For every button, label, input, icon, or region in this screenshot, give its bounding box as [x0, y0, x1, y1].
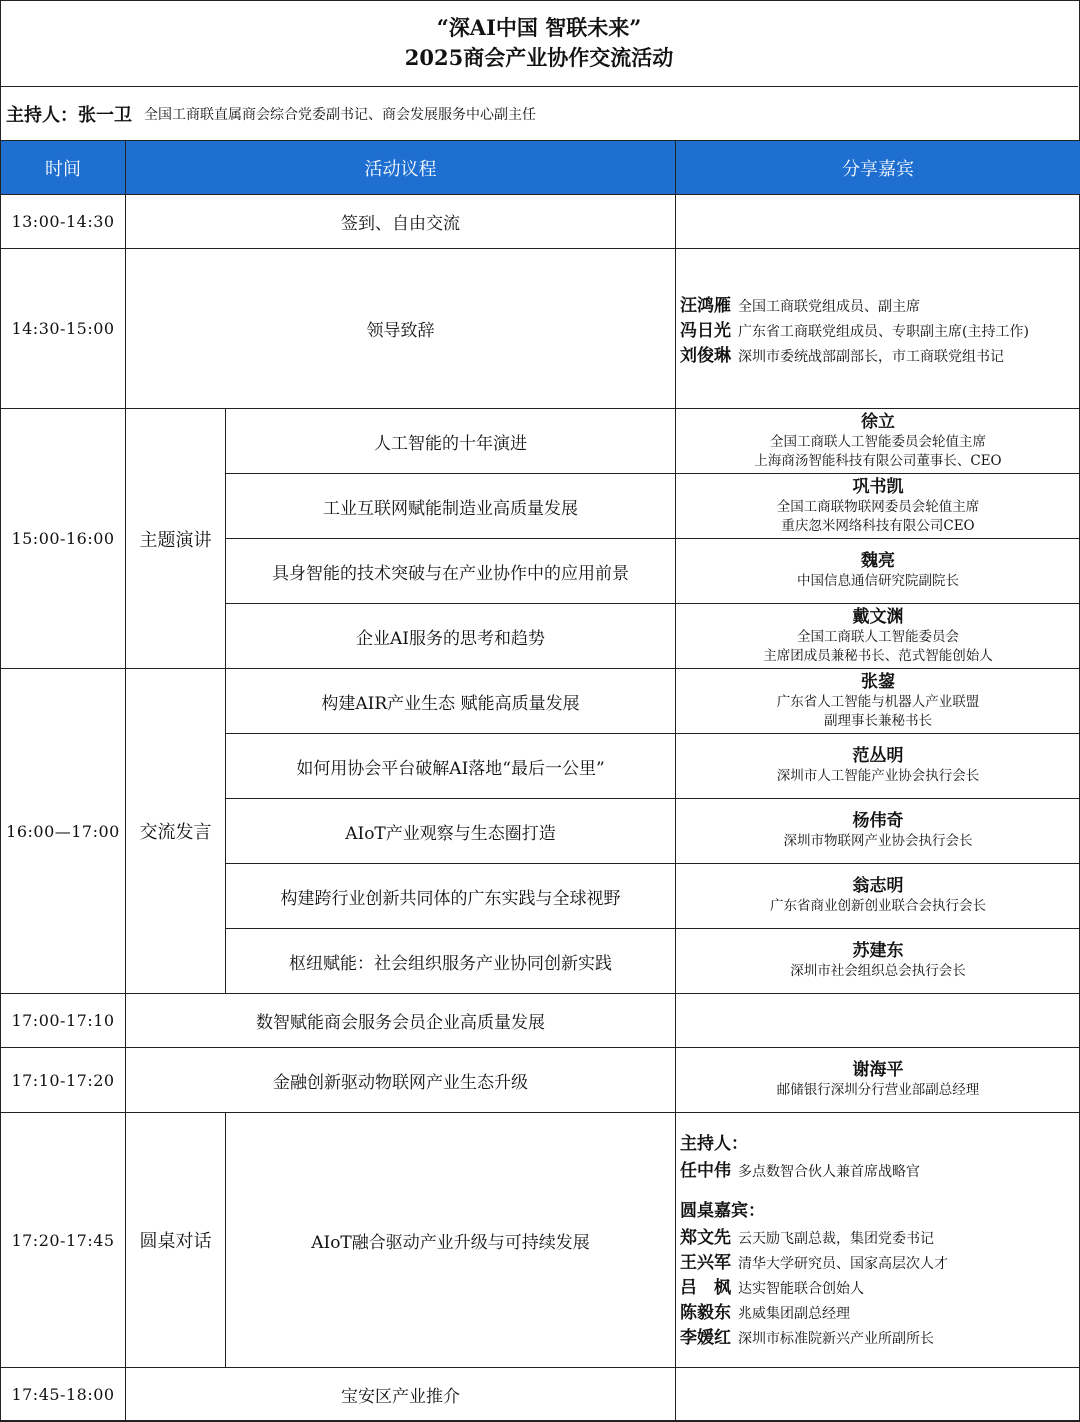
speaker-name: 徐立 [680, 412, 1076, 433]
time-cell: 17:20-17:45 [1, 1113, 126, 1368]
time-cell: 17:10-17:20 [1, 1048, 126, 1113]
category-cell: 主题演讲 [126, 409, 226, 669]
speaker-line [680, 341, 1076, 366]
time-cell: 16:00—17:00 [1, 669, 126, 994]
speaker-cell [676, 1048, 1080, 1113]
roundtable-guests-label: 圆桌嘉宾： [680, 1199, 1076, 1223]
time-cell: 15:00-16:00 [1, 409, 126, 669]
speaker-title: 邮储银行深圳分行营业部副总经理 [680, 1081, 1076, 1100]
time-cell: 13:00-14:30 [1, 195, 126, 249]
topic-cell: 枢纽赋能：社会组织服务产业协同创新实践 [226, 929, 676, 994]
time-cell: 14:30-15:00 [1, 249, 126, 409]
table-row [1, 1048, 1080, 1113]
speaker-title: 深圳市社会组织总会执行会长 [680, 962, 1076, 981]
speaker-name: 郑文先 [680, 1223, 738, 1248]
speaker-cell [676, 1368, 1080, 1422]
host-description: 全国工商联直属商会综合党委副书记、商会发展服务中心副主任 [144, 104, 536, 124]
category-cell: 圆桌对话 [126, 1113, 226, 1368]
host-label: 主持人： [6, 101, 78, 127]
header-speakers: 分享嘉宾 [676, 141, 1080, 195]
speaker-line [680, 291, 1076, 316]
speaker-line [680, 1298, 1076, 1323]
speaker-name: 翁志明 [680, 876, 1076, 897]
speaker-name: 巩书凯 [680, 477, 1076, 498]
speaker-title: 全国工商联人工智能委员会 [680, 628, 1076, 647]
table-row [1, 195, 1080, 249]
speaker-name: 张鋆 [680, 672, 1076, 693]
speaker-cell [676, 604, 1080, 669]
speaker-name: 谢海平 [680, 1060, 1076, 1081]
speaker-title: 多点数智合伙人兼首席战略官 [738, 1164, 920, 1180]
speaker-title: 云天励飞副总裁，集团党委书记 [738, 1231, 934, 1247]
speaker-title: 广东省工商联党组成员、专职副主席(主持工作) [738, 324, 1029, 340]
speaker-title: 重庆忽米网络科技有限公司CEO [680, 517, 1076, 536]
speaker-name: 吕 枫 [680, 1273, 738, 1298]
speaker-title: 主席团成员兼秘书长、范式智能创始人 [680, 647, 1076, 666]
speaker-title: 上海商汤智能科技有限公司董事长、CEO [680, 452, 1076, 471]
speaker-cell [676, 474, 1080, 539]
speaker-line [680, 1248, 1076, 1273]
speaker-title: 深圳市标准院新兴产业所副所长 [738, 1331, 934, 1347]
header-row [1, 141, 1080, 195]
speaker-title: 广东省人工智能与机器人产业联盟 [680, 693, 1076, 712]
speaker-title: 全国工商联人工智能委员会轮值主席 [680, 433, 1076, 452]
speaker-cell [676, 799, 1080, 864]
speaker-cell [676, 195, 1080, 249]
speaker-cell [676, 539, 1080, 604]
speaker-title: 全国工商联物联网委员会轮值主席 [680, 498, 1076, 517]
speaker-name: 戴文渊 [680, 607, 1076, 628]
table-row [1, 1113, 1080, 1368]
topic-cell: 如何用协会平台破解AI落地“最后一公里” [226, 734, 676, 799]
table-row [1, 1368, 1080, 1422]
speaker-line [680, 1156, 1076, 1181]
speaker-cell [676, 864, 1080, 929]
speaker-name: 杨伟奇 [680, 811, 1076, 832]
speaker-cell [676, 409, 1080, 474]
speaker-title: 达实智能联合创始人 [738, 1281, 864, 1297]
table-row [1, 994, 1080, 1048]
speaker-cell [676, 994, 1080, 1048]
topic-cell: 签到、自由交流 [126, 195, 676, 249]
speaker-title: 中国信息通信研究院副院长 [680, 572, 1076, 591]
topic-cell: 具身智能的技术突破与在产业协作中的应用前景 [226, 539, 676, 604]
topic-cell: 金融创新驱动物联网产业生态升级 [126, 1048, 676, 1113]
speaker-title: 全国工商联党组成员、副主席 [738, 299, 920, 315]
category-cell: 交流发言 [126, 669, 226, 994]
speaker-name: 李媛红 [680, 1323, 738, 1348]
event-title [0, 0, 1078, 87]
speaker-line [680, 1223, 1076, 1248]
topic-cell: 企业AI服务的思考和趋势 [226, 604, 676, 669]
table-row [1, 409, 1080, 474]
speaker-name: 苏建东 [680, 941, 1076, 962]
header-time: 时间 [1, 141, 126, 195]
speaker-cell [676, 734, 1080, 799]
speaker-cell [676, 669, 1080, 734]
time-cell: 17:45-18:00 [1, 1368, 126, 1422]
title-line-1: “深AI中国 智联未来” [437, 13, 642, 43]
topic-cell: 工业互联网赋能制造业高质量发展 [226, 474, 676, 539]
speaker-line [680, 1323, 1076, 1348]
time-cell: 17:00-17:10 [1, 994, 126, 1048]
topic-cell: 数智赋能商会服务会员企业高质量发展 [126, 994, 676, 1048]
speaker-title: 兆威集团副总经理 [738, 1306, 850, 1322]
agenda-table [0, 140, 1080, 1422]
table-row [1, 249, 1080, 409]
speaker-name: 汪鸿雁 [680, 291, 738, 316]
topic-cell: 人工智能的十年演进 [226, 409, 676, 474]
title-line-2: 2025商会产业协作交流活动 [405, 43, 673, 73]
host-name: 张一卫 [78, 101, 132, 127]
topic-cell: AIoT产业观察与生态圈打造 [226, 799, 676, 864]
speaker-title: 深圳市委统战部副部长，市工商联党组书记 [738, 349, 1004, 365]
speaker-name: 陈毅东 [680, 1298, 738, 1323]
table-row [1, 669, 1080, 734]
speaker-title: 广东省商业创新创业联合会执行会长 [680, 897, 1076, 916]
speaker-cell [676, 1113, 1080, 1368]
speaker-title: 深圳市物联网产业协会执行会长 [680, 832, 1076, 851]
speaker-title: 清华大学研究员、国家高层次人才 [738, 1256, 948, 1272]
speaker-title: 副理事长兼秘书长 [680, 712, 1076, 731]
speaker-line [680, 1273, 1076, 1298]
speaker-name: 刘俊琳 [680, 341, 738, 366]
speaker-name: 冯日光 [680, 316, 738, 341]
topic-cell: 构建跨行业创新共同体的广东实践与全球视野 [226, 864, 676, 929]
speaker-line [680, 316, 1076, 341]
host-row [0, 87, 1078, 140]
topic-cell: 构建AIR产业生态 赋能高质量发展 [226, 669, 676, 734]
topic-cell: AIoT融合驱动产业升级与可持续发展 [226, 1113, 676, 1368]
speaker-title: 深圳市人工智能产业协会执行会长 [680, 767, 1076, 786]
speaker-name: 任中伟 [680, 1156, 738, 1181]
speaker-cell [676, 929, 1080, 994]
topic-cell: 宝安区产业推介 [126, 1368, 676, 1422]
speaker-name: 范丛明 [680, 746, 1076, 767]
roundtable-host-label: 主持人： [680, 1132, 1076, 1156]
topic-cell: 领导致辞 [126, 249, 676, 409]
header-agenda: 活动议程 [126, 141, 676, 195]
speaker-name: 王兴军 [680, 1248, 738, 1273]
speaker-name: 魏亮 [680, 551, 1076, 572]
speaker-cell [676, 249, 1080, 409]
